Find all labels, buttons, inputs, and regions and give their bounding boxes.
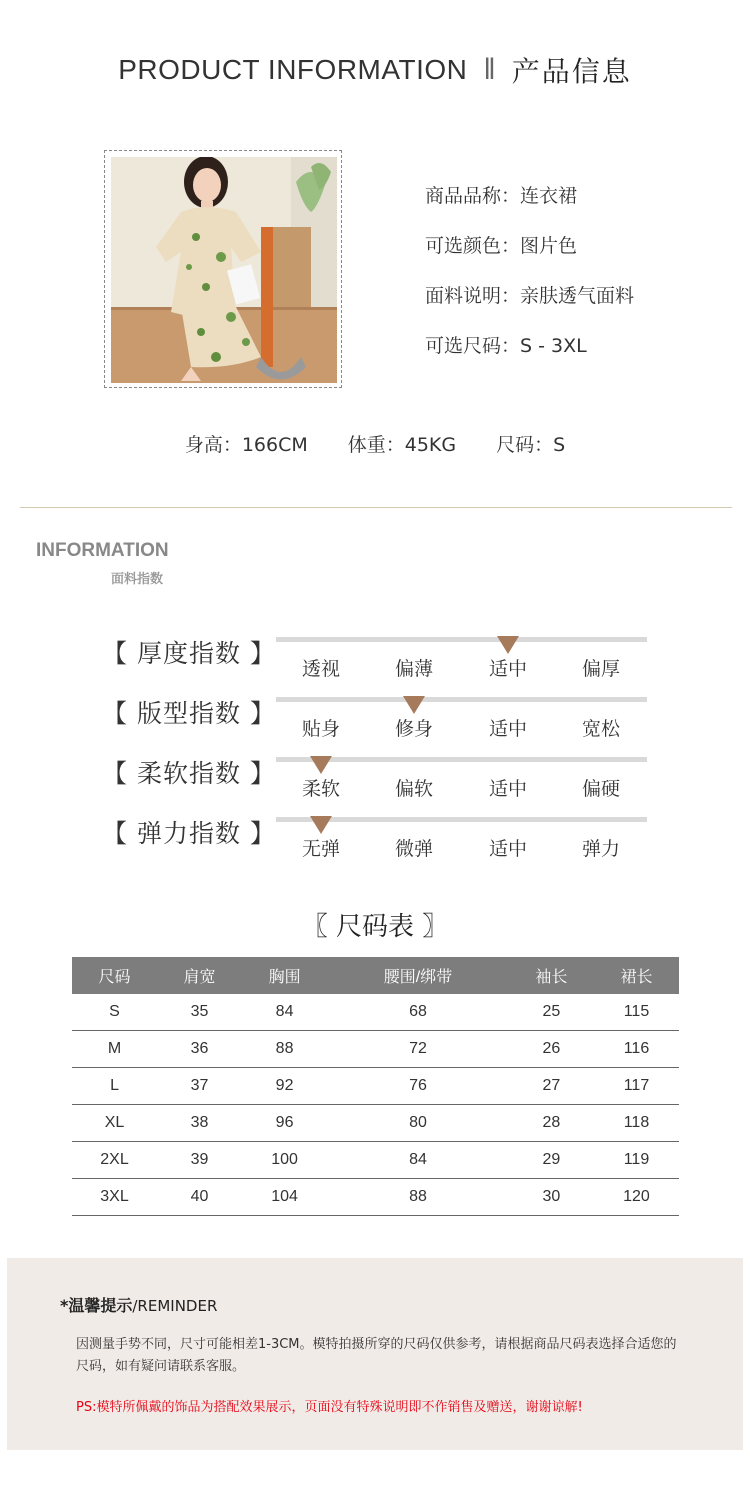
table-cell: 68 [327,994,509,1031]
product-photo [111,157,337,383]
table-cell: M [72,1031,157,1068]
index-option: 偏硬 [581,778,620,800]
table-row [72,1031,679,1068]
size-table-header [72,957,679,994]
index-option: 弹力 [581,838,620,860]
model-size: 尺码：S [496,434,566,456]
table-cell: 39 [157,1142,242,1179]
size-table-header-cell: 裙长 [594,957,679,994]
table-row [72,1068,679,1105]
table-cell: 25 [509,994,594,1031]
index-option: 偏厚 [581,658,620,680]
table-cell: XL [72,1105,157,1142]
product-fabric-line: 面料说明：亲肤透气面料 [425,285,635,307]
table-cell: 26 [509,1031,594,1068]
size-table-header-cell: 胸围 [242,957,327,994]
table-cell: 30 [509,1179,594,1216]
table-cell: 88 [242,1031,327,1068]
index-option: 适中 [488,658,527,680]
reminder-title-cn: *温馨提示 [60,1296,133,1315]
index-option: 透视 [301,658,340,680]
table-cell: 115 [594,994,679,1031]
header-title-en: PRODUCT INFORMATION [118,54,468,85]
table-cell: 96 [242,1105,327,1142]
index-marker-icon [497,636,519,654]
table-cell: 84 [327,1142,509,1179]
model-dress-illustration [111,157,337,383]
table-cell: 35 [157,994,242,1031]
index-option: 贴身 [301,718,340,740]
table-cell: S [72,994,157,1031]
table-row [72,1142,679,1179]
table-cell: 3XL [72,1179,157,1216]
index-option: 偏薄 [394,658,433,680]
size-table-header-cell: 肩宽 [157,957,242,994]
index-bar [276,637,647,642]
table-row [72,1179,679,1216]
table-cell: 76 [327,1068,509,1105]
size-table-header-cell: 腰围/绑带 [327,957,509,994]
size-table-header-cell: 袖长 [509,957,594,994]
model-info [0,430,750,458]
table-cell: 104 [242,1179,327,1216]
size-table-header-cell: 尺码 [72,957,157,994]
reminder-title [60,1293,217,1316]
index-option: 柔软 [301,778,340,800]
header-separator: ‖ [483,53,496,86]
product-color-line: 可选颜色：图片色 [425,235,578,257]
table-cell: 100 [242,1142,327,1179]
index-option: 修身 [394,718,433,740]
size-table-title: 〖 尺码表 〗 [301,912,449,942]
index-option: 适中 [488,838,527,860]
header-title-cn: 产品信息 [511,55,632,88]
product-size-line: 可选尺码：S - 3XL [425,335,587,357]
reminder-title-en: /REMINDER [132,1297,218,1315]
information-title-cn: 面料指数 [111,572,164,587]
index-label: 【 版型指数 】 [102,699,276,728]
table-cell: 118 [594,1105,679,1142]
table-cell: 29 [509,1142,594,1179]
table-cell: 40 [157,1179,242,1216]
model-height: 身高：166CM [184,434,308,456]
product-name-line: 商品品称：连衣裙 [425,185,578,207]
index-option: 微弹 [394,838,433,860]
table-cell: 80 [327,1105,509,1142]
table-cell: L [72,1068,157,1105]
index-option: 宽松 [581,718,620,740]
table-row [72,1105,679,1142]
reminder-ps: PS:模特所佩戴的饰品为搭配效果展示，页面没有特殊说明即不作销售及赠送，谢谢谅解! [76,1400,583,1415]
table-cell: 37 [157,1068,242,1105]
table-cell: 36 [157,1031,242,1068]
model-weight: 体重：45KG [347,434,457,456]
index-label: 【 弹力指数 】 [102,819,276,848]
reminder-body: 因测量手势不同，尺寸可能相差1-3CM。模特拍摄所穿的尺码仅供参考，请根据商品尺码表选择合适您的尺码，如有疑问请联系客服。 [76,1337,677,1374]
table-cell: 119 [594,1142,679,1179]
size-table [72,957,679,1216]
table-cell: 88 [327,1179,509,1216]
index-option: 无弹 [301,838,340,860]
table-cell: 28 [509,1105,594,1142]
table-cell: 2XL [72,1142,157,1179]
page-header [0,48,750,92]
table-cell: 38 [157,1105,242,1142]
table-cell: 120 [594,1179,679,1216]
table-cell: 84 [242,994,327,1031]
table-cell: 92 [242,1068,327,1105]
index-option: 偏软 [394,778,433,800]
index-label: 【 厚度指数 】 [102,639,276,668]
index-option: 适中 [488,718,527,740]
table-cell: 72 [327,1031,509,1068]
index-label: 【 柔软指数 】 [102,759,276,788]
index-marker-icon [310,756,332,774]
index-marker-icon [310,816,332,834]
table-cell: 117 [594,1068,679,1105]
table-row [72,994,679,1031]
index-marker-icon [403,696,425,714]
table-cell: 27 [509,1068,594,1105]
index-bar [276,697,647,702]
index-option: 适中 [488,778,527,800]
information-title-en: INFORMATION [36,540,169,561]
section-divider [20,507,732,508]
table-cell: 116 [594,1031,679,1068]
